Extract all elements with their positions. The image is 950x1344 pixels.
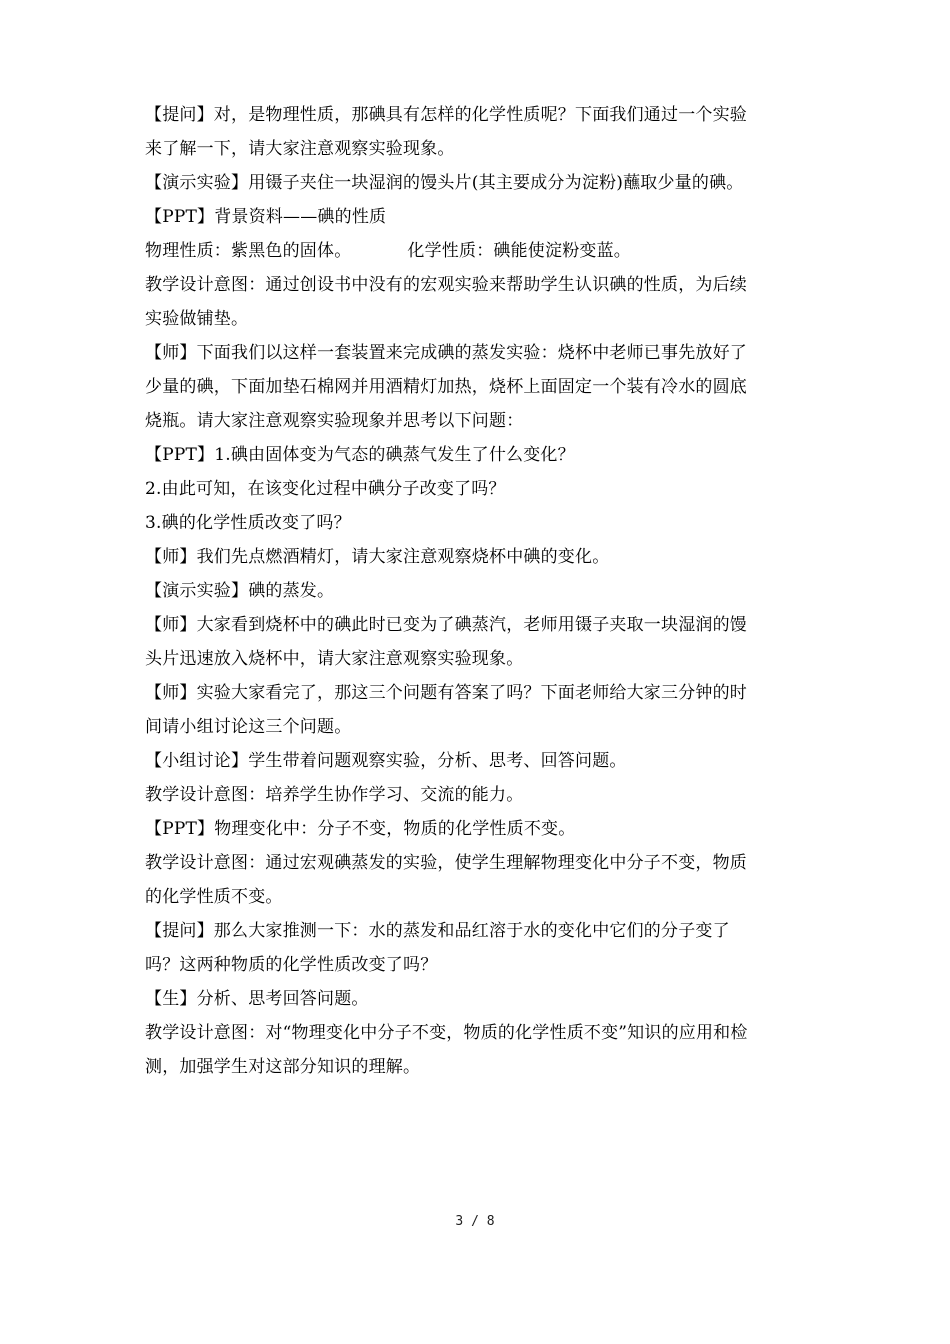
text-line: 的化学性质不变。 [145,887,283,907]
text-line: 教学设计意图：通过创设书中没有的宏观实验来帮助学生认识碘的性质，为后续 [145,275,747,295]
text-line: 【小组讨论】学生带着问题观察实验，分析、思考、回答问题。 [145,751,627,771]
text-line: 【演示实验】用镊子夹住一块湿润的馒头片(其主要成分为淀粉)蘸取少量的碘。 [145,173,744,193]
text-line: 实验做铺垫。 [145,309,249,329]
text-line: 头片迅速放入烧杯中，请大家注意观察实验现象。 [145,649,524,669]
text-line: 【PPT】1.碘由固体变为气态的碘蒸气发生了什么变化？ [145,445,575,465]
text-line: 3.碘的化学性质改变了吗？ [145,513,351,533]
text-line: 烧瓶。请大家注意观察实验现象并思考以下问题： [145,411,524,431]
text-line: 【师】大家看到烧杯中的碘此时已变为了碘蒸汽，老师用镊子夹取一块湿润的馒 [145,615,747,635]
text-line: 教学设计意图：培养学生协作学习、交流的能力。 [145,785,524,805]
text-line: 间请小组讨论这三个问题。 [145,717,352,737]
text-line: 【PPT】物理变化中：分子不变，物质的化学性质不变。 [145,819,576,839]
text-line: 来了解一下，请大家注意观察实验现象。 [145,139,455,159]
text-line: 吗？这两种物质的化学性质改变了吗？ [145,955,438,975]
chemical-property-text: 化学性质：碘能使淀粉变蓝。 [407,241,632,261]
text-line: 教学设计意图：对“物理变化中分子不变，物质的化学性质不变”知识的应用和检 [145,1023,748,1043]
text-line: 【师】下面我们以这样一套装置来完成碘的蒸发实验：烧杯中老师已事先放好了 [145,343,747,363]
text-line: 【提问】那么大家推测一下：水的蒸发和品红溶于水的变化中它们的分子变了 [145,921,730,941]
text-line: 【PPT】背景资料——碘的性质 [145,207,387,227]
physical-property-text: 物理性质：紫黑色的固体。 [145,241,352,261]
text-line: 【师】我们先点燃酒精灯，请大家注意观察烧杯中碘的变化。 [145,547,610,567]
page-number: 3 / 8 [455,1214,495,1229]
text-line: 测，加强学生对这部分知识的理解。 [145,1057,421,1077]
text-line: 教学设计意图：通过宏观碘蒸发的实验，使学生理解物理变化中分子不变，物质 [145,853,747,873]
text-line: 【师】实验大家看完了，那这三个问题有答案了吗？下面老师给大家三分钟的时 [145,683,747,703]
text-line: 【生】分析、思考回答问题。 [145,989,369,1009]
text-line: 【演示实验】碘的蒸发。 [145,581,335,601]
properties-line [145,234,817,268]
page-body [145,98,817,1084]
text-line: 【提问】对，是物理性质，那碘具有怎样的化学性质呢？下面我们通过一个实验 [145,105,747,125]
text-line: 少量的碘，下面加垫石棉网并用酒精灯加热，烧杯上面固定一个装有冷水的圆底 [145,377,747,397]
text-line: 2.由此可知，在该变化过程中碘分子改变了吗？ [145,479,506,499]
